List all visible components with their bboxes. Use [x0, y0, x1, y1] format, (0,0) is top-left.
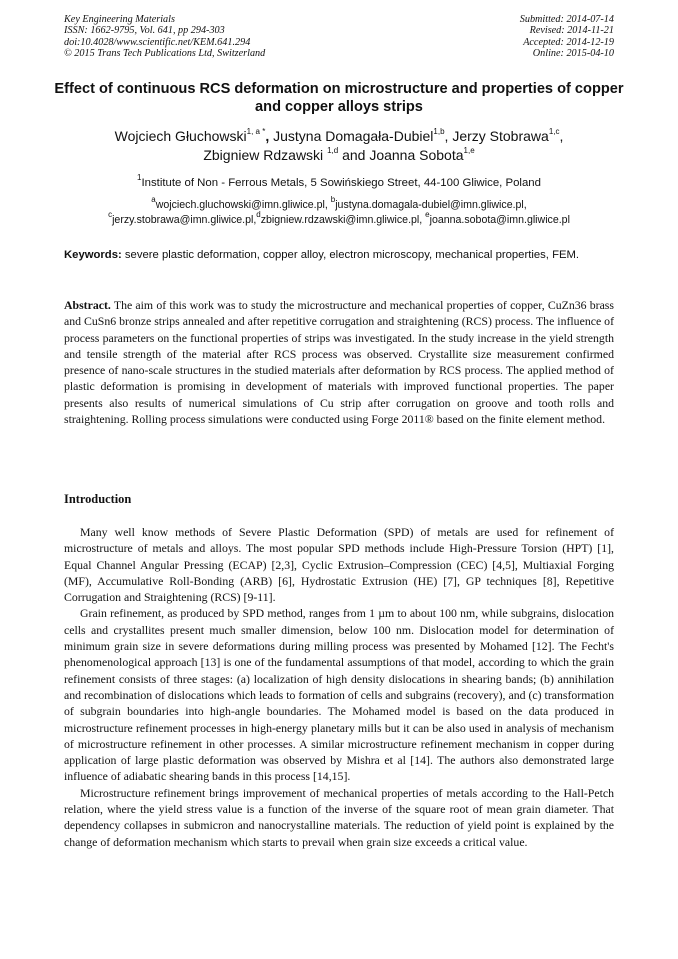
author-sup: 1,d — [327, 146, 339, 156]
author-emails — [40, 195, 638, 228]
submitted-date: Submitted: 2014-07-14 — [519, 14, 614, 25]
email-link[interactable]: wojciech.gluchowski@imn.gliwice.pl, — [155, 199, 331, 211]
keywords-text: severe plastic deformation, copper alloy, electron microscopy, mechanical properties, FEM. — [121, 249, 580, 261]
section-heading-introduction: Introduction — [64, 492, 132, 506]
abstract-label: Abstract. — [64, 298, 111, 312]
copyright-line: © 2015 Trans Tech Publications Ltd, Switzerland — [64, 47, 266, 59]
keywords — [64, 248, 614, 263]
author-name: Justyna Domagała-Dubiel — [273, 128, 434, 144]
author-name: Jerzy Stobrawa — [452, 128, 549, 144]
author-name: Wojciech Głuchowski — [114, 128, 247, 144]
affiliation — [40, 173, 638, 190]
author-name: Zbigniew Rdzawski — [203, 147, 328, 163]
accepted-date: Accepted: 2014-12-19 — [523, 36, 614, 48]
abstract — [64, 297, 614, 427]
email-line — [40, 195, 638, 213]
author-sup: 1,b — [433, 127, 445, 137]
email-sup: e — [425, 210, 430, 220]
author-name: Joanna Sobota — [369, 147, 464, 163]
author-and: and — [338, 147, 370, 163]
introduction-body — [64, 524, 614, 850]
journal-header-right — [520, 14, 614, 59]
paragraph: Grain refinement, as produced by SPD method, ranges from 1 µm to about 100 nm, while subgrains, dislocation cells and crystallites present much smaller dimension, below 100 nm. Dislocation model for determination of minimum grain size in severe deformations during milling process was presented by Mohamed [12]. The Fecht's phenomenological approach [13] is one of the fundamental assumptions of that model, according to which the grain refinement consists of three stages: (a) localization of high density dislocations in shearing bands; (b) annihilation and recombination of dislocations which leads to formation of cells and subgrains (recovery), and (c) transformation of subgrain boundaries into high-angle boundaries. The Mohamed model is based on the data produced in microstructure refinement processes in high-energy planetary mills but it can be also used in analysis of mechanism of microstructure refinement in other processes. A similar microstructure refinement mechanism in copper during application of large plastic deformation was observed by Mishra et al [14]. The authors also demonstrated large influence of adiabatic shearing bands in this process [14,15]. — [64, 606, 614, 784]
author-list — [40, 127, 638, 165]
email-link[interactable]: justyna.domagala-dubiel@imn.gliwice.pl, — [335, 199, 527, 211]
email-sup: c — [108, 210, 113, 220]
online-date: Online: 2015-04-10 — [532, 47, 614, 59]
paragraph: Many well know methods of Severe Plastic Deformation (SPD) of metals are used for refinement of microstructure of metals and alloys. The most popular SPD methods include High-Pressure Torsion (HPT) [1], Equal Channel Angular Pressing (ECAP) [2,3], Cyclic Extrusion–Compression (CEC) [4,5], Multiaxial Forging (MF), Accumulative Roll-Bonding (ARB) [6], Hydrostatic Extrusion (HE) [7], GP techniques [8], Repetitive Corrugation and Straightening (RCS) [9-11]. — [64, 525, 614, 605]
revised-date: Revised: 2014-11-21 — [529, 25, 614, 37]
email-link[interactable]: joanna.sobota@imn.gliwice.pl — [429, 214, 570, 226]
email-line — [40, 210, 638, 228]
doi-line: doi:10.4028/www.scientific.net/KEM.641.294 — [64, 36, 251, 48]
journal-header-left — [64, 14, 265, 59]
author-sup: 1, a * — [246, 127, 266, 137]
paragraph: Microstructure refinement brings improvement of mechanical properties of metals according to the Hall-Petch relation, where the yield stress value is a function of the inverse of the square root of mean grain diameter. That dependency collapses in submicron and nanocrystalline materials. The reduction of yield point is explained by the change of deformation mechanism which starts to prevail when grain size exceeds a critical value. — [64, 785, 614, 849]
keywords-label: Keywords: — [64, 249, 122, 261]
author-sup: 1,c — [548, 127, 560, 137]
issn-line: ISSN: 1662-9795, Vol. 641, pp 294-303 — [64, 25, 225, 37]
email-sup: b — [330, 195, 336, 205]
abstract-text: The aim of this work was to study the microstructure and mechanical properties of copper, CuZn36 brass and CuSn6 bronze strips annealed and after repetitive corrugation and straightening (RCS) process. The influence of process parameters on the functional properties of strips was investigated. In the study increase in the yield strength and tensile strength of the material after RCS process was observed. Crystallite size measurement confirmed presence of nano-scale structures in the studied materials after deformation by RCS process. The applied method of plastic deformation is promising in development of materials with improved functional properties. The paper presents also results of numerical simulations of Cu strip after corrugation on groove and tooth rolls and straightening. Rolling process simulations were conducted using Forge 2011® based on the finite element method. — [64, 298, 614, 427]
journal-name: Key Engineering Materials — [64, 14, 175, 25]
author-sup: 1,e — [463, 146, 475, 156]
author-separator: , — [444, 128, 453, 144]
author-separator: , — [265, 128, 274, 144]
affiliation-sup: 1 — [137, 173, 142, 183]
affiliation-text: Institute of Non - Ferrous Metals, 5 Sowińskiego Street, 44-100 Gliwice, Poland — [141, 177, 541, 189]
paper-title: Effect of continuous RCS deformation on microstructure and properties of copper and copper alloys strips — [54, 81, 624, 115]
email-link[interactable]: zbigniew.rdzawski@imn.gliwice.pl, — [260, 214, 426, 226]
email-link[interactable]: jerzy.stobrawa@imn.gliwice.pl, — [112, 214, 257, 226]
email-sup: d — [256, 210, 261, 220]
author-separator: , — [559, 128, 564, 144]
email-sup: a — [151, 195, 156, 205]
